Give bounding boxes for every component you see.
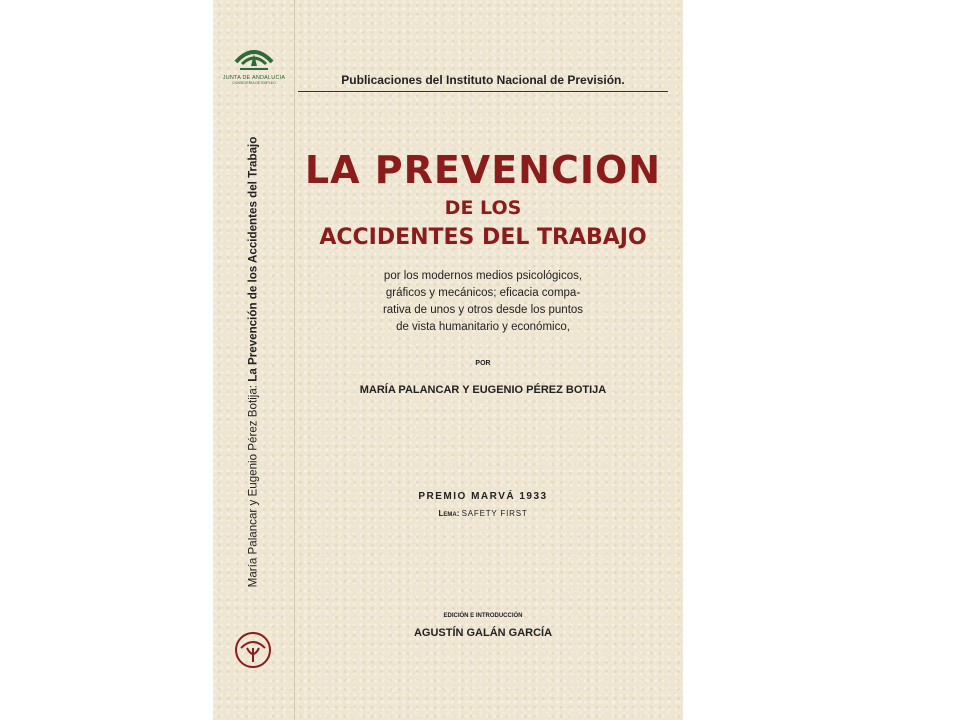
- spine-authors: María Palancar y Eugenio Pérez Botija:: [246, 384, 260, 588]
- publisher-emblem-icon: [233, 630, 273, 670]
- title-line-2: DE LOS: [444, 197, 522, 219]
- subtitle-line: de vista humanitario y económico,: [396, 321, 570, 333]
- por-label: POR: [475, 360, 491, 367]
- title-line-3: ACCIDENTES DEL TRABAJO: [319, 225, 647, 250]
- title-line-1: LA PREVENCION: [304, 148, 662, 192]
- editor-name: AGUSTÍN GALÁN GARCÍA: [413, 627, 553, 639]
- book-cover: [213, 0, 683, 720]
- motto: [298, 509, 668, 518]
- spine-divider: [294, 0, 295, 720]
- motto-label: Lema:: [438, 509, 460, 518]
- junta-emblem-icon: [232, 40, 276, 74]
- spine-text: [247, 127, 260, 597]
- motto-value: SAFETY FIRST: [461, 509, 528, 518]
- edition-label: EDICIÓN E INTRODUCCIÓN: [443, 613, 523, 619]
- subtitle-line: rativa de unos y otros desde los puntos: [382, 304, 584, 316]
- publisher-header: Publicaciones del Instituto Nacional de Previsión.: [298, 73, 668, 92]
- subtitle-block: [298, 268, 668, 336]
- logo-subtitle: CONSEJERIA DE EMPLEO: [232, 81, 276, 85]
- spine-title: La Prevención de los Accidentes del Trabajo: [246, 136, 260, 382]
- authors: MARÍA PALANCAR Y EUGENIO PÉREZ BOTIJA: [359, 384, 607, 396]
- subtitle-line: por los modernos medios psicológicos,: [383, 270, 583, 282]
- prize-title: PREMIO MARVÁ 1933: [418, 491, 548, 502]
- logo-name: JUNTA DE ANDALUCIA: [222, 75, 286, 81]
- junta-logo: [219, 40, 289, 98]
- subtitle-line: gráficos y mecánicos; eficacia compa-: [385, 287, 581, 299]
